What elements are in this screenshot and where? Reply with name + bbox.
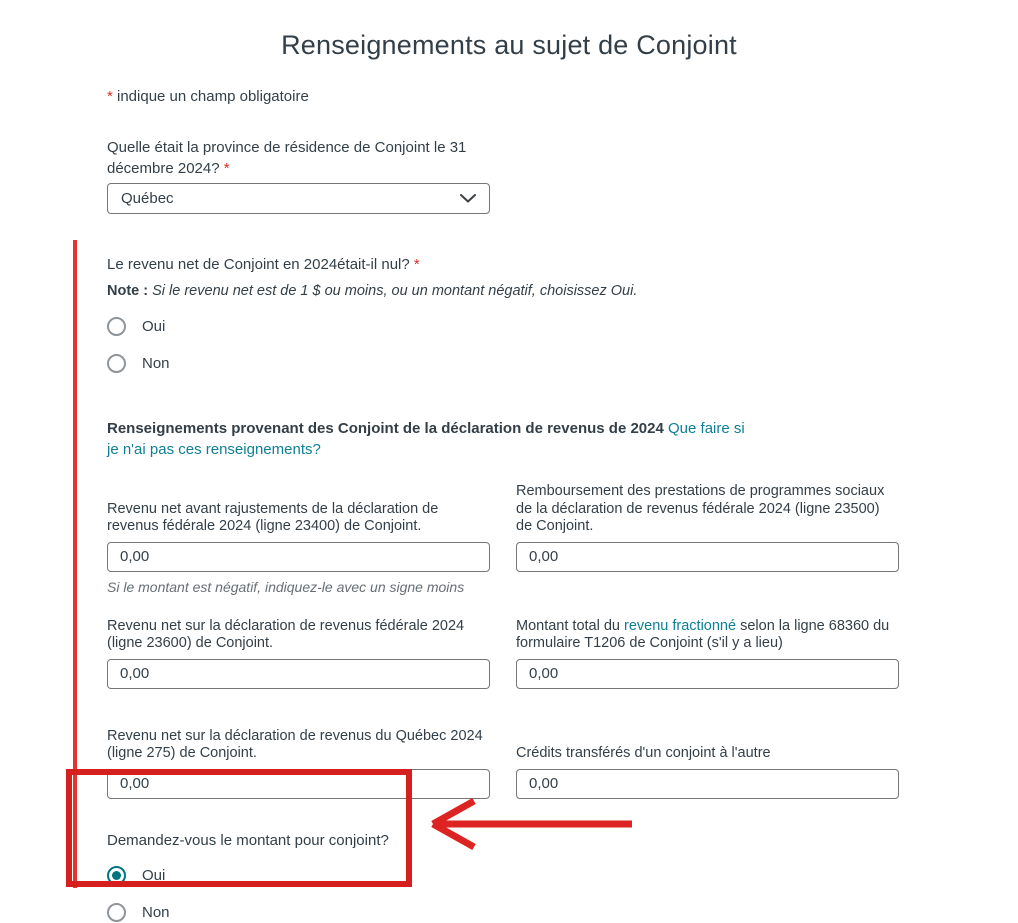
field-23400-label: Revenu net avant rajustements de la déclaration de revenus fédérale 2024 (ligne 23400) de Conjoint. (107, 500, 439, 534)
field-credits-label: Crédits transférés d'un conjoint à l'autre (516, 745, 771, 761)
section-heading-text: Renseignements provenant des Conjoint de la déclaration de revenus de 2024 (107, 420, 664, 437)
net-income-question-label: Le revenu net de Conjoint en 2024était-il nul? * (107, 256, 420, 273)
required-asterisk: * (107, 88, 113, 105)
required-asterisk: * (413, 256, 420, 273)
required-field-note (107, 86, 899, 107)
radio-label: Non (142, 904, 170, 921)
field-credits-input[interactable] (516, 769, 899, 799)
field-23400-input[interactable] (107, 542, 490, 572)
page-title: Renseignements au sujet de Conjoint (281, 30, 737, 60)
chevron-down-icon (460, 190, 476, 208)
province-question-label: Quelle était la province de résidence de Conjoint le 31 décembre 2024? * (107, 139, 467, 177)
net-income-option-oui[interactable] (107, 316, 899, 336)
radio-label: Oui (142, 317, 166, 335)
required-note-text: indique un champ obligatoire (112, 88, 309, 105)
field-23500-input[interactable] (516, 542, 899, 572)
negative-amount-note: Si le montant est négatif, indiquez-le avec un signe moins (107, 578, 465, 595)
spouse-amount-question-label: Demandez-vous le montant pour conjoint? (107, 831, 389, 849)
net-income-note: Note : Si le revenu net est de 1 $ ou moins, ou un montant négatif, choisissez Oui. (107, 283, 638, 299)
field-23600-label: Revenu net sur la déclaration de revenus fédérale 2024 (ligne 23600) de Conjoint. (107, 617, 465, 651)
radio-label: Non (142, 354, 170, 372)
field-row-3 (107, 728, 899, 799)
spouse-amount-option-oui[interactable] (107, 866, 899, 886)
radio-button[interactable] (107, 354, 126, 373)
annotation-vertical-red-line (73, 240, 77, 888)
radio-button[interactable] (107, 317, 126, 336)
field-23500-label: Remboursement des prestations de programmes sociaux de la déclaration de revenus fédérale 2024 (ligne 23500) de Conjoint. (516, 483, 885, 534)
field-t1206-input[interactable] (516, 659, 899, 689)
field-275 (107, 728, 490, 799)
what-if-no-info-link[interactable]: Que faire si je n'ai pas ces renseignements? (107, 420, 745, 458)
field-23500 (516, 483, 899, 572)
field-row-2 (107, 618, 899, 689)
radio-button[interactable] (107, 903, 126, 922)
spouse-amount-option-non[interactable] (107, 903, 899, 923)
radio-button[interactable] (107, 866, 126, 885)
field-t1206-label: Montant total du revenu fractionné selon la ligne 68360 du formulaire T1206 de Conjoint (s'il y a lieu) (516, 617, 890, 651)
field-275-label: Revenu net sur la déclaration de revenus du Québec 2024 (ligne 275) de Conjoint. (107, 727, 483, 761)
required-asterisk: * (223, 160, 230, 177)
field-t1206 (516, 618, 899, 689)
field-23600 (107, 618, 490, 689)
field-23400 (107, 501, 490, 572)
net-income-option-non[interactable] (107, 353, 899, 373)
form-content (107, 86, 899, 923)
section-heading (107, 418, 747, 460)
province-select-value: Québec (121, 190, 174, 207)
radio-label: Oui (142, 867, 166, 884)
split-income-link[interactable]: revenu fractionné (624, 617, 737, 634)
field-row-1 (107, 483, 899, 572)
field-23600-input[interactable] (107, 659, 490, 689)
field-275-input[interactable] (107, 769, 490, 799)
field-credits (516, 745, 899, 799)
province-select[interactable] (107, 183, 490, 214)
